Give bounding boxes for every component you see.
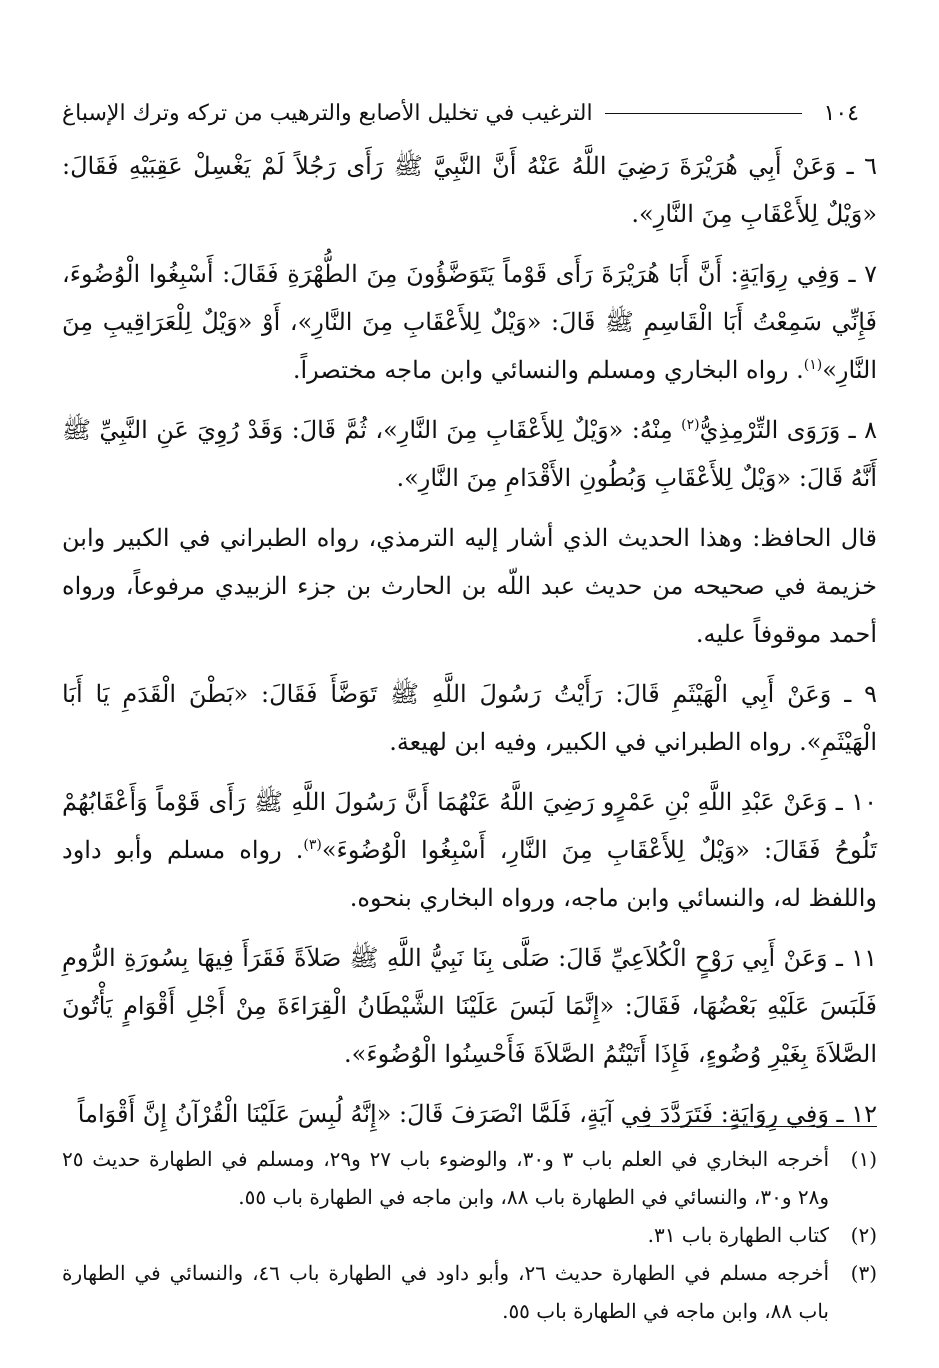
hafiz-commentary: قال الحافظ: وهذا الحديث الذي أشار إليه الترمذي، رواه الطبراني في الكبير وابن خزيمة في صحيحه من حديث عبد اللّه بن الحارث بن جزء الزبيدي مرفوعاً، ورواه أحمد موقوفاً عليه. bbox=[62, 524, 877, 648]
footnote-ref-2: (٢) bbox=[681, 417, 700, 433]
page-number: ١٠٤ bbox=[823, 101, 859, 126]
footnote-text: أخرجه مسلم في الطهارة حديث ٢٦، وأبو داود في الطهارة باب ٤٦، والنسائي في الطهارة باب ٨٨، وابن ماجه في الطهارة باب ٥٥. bbox=[62, 1261, 829, 1323]
hadith-8: ٨ ـ وَرَوَى التِّرْمِذِيُّ$^{(٢)}$ مِنْهُ: «وَيْلٌ لِلأَعْقَابِ مِنَ النَّارِ»، ثُمَّ قَالَ: وَقَدْ رُوِيَ عَنِ النَّبِيِّ ﷺ أَنَّهُ قَالَ: «وَيْلٌ لِلأَعْقَابِ وَبُطُونِ الأَقْدَامِ مِنَ النَّارِ». bbox=[62, 416, 877, 492]
running-title: الترغيب في تخليل الأصابع والترهيب من تركه وترك الإسباغ bbox=[62, 101, 593, 126]
hadith-6: ٦ ـ وَعَنْ أَبِي هُرَيْرَةَ رَضِيَ اللَّهُ عَنْهُ أَنَّ النَّبِيَّ ﷺ رَأَى رَجُلاً لَمْ يَغْسِلْ عَقِبَيْهِ فَقَالَ: «وَيْلٌ لِلأَعْقَابِ مِنَ النَّارِ». bbox=[62, 152, 877, 228]
header-rule bbox=[605, 113, 802, 114]
hadith-12: ١٢ ـ وَفِي رِوَايَةٍ: فَتَرَدَّدَ فِي آيَةٍ، فَلَمَّا انْصَرَفَ قَالَ: «إِنَّهُ لُبِسَ عَلَيْنَا الْقُرْآنُ إِنَّ أَقْوَاماً bbox=[77, 1100, 877, 1128]
footnote-ref-1: (١) bbox=[803, 357, 823, 373]
footnote-text: أخرجه البخاري في العلم باب ٣ و٣٠، والوضوء باب ٢٧ و٢٩، ومسلم في الطهارة حديث ٢٥ و٢٨ و٣٠، والنسائي في الطهارة باب ٨٨، وابن ماجه في الطهارة باب ٥٥. bbox=[62, 1147, 830, 1209]
main-text bbox=[62, 142, 877, 1150]
footnotes bbox=[62, 1140, 877, 1330]
hadith-10: ١٠ ـ وَعَنْ عَبْدِ اللَّهِ بْنِ عَمْرٍو رَضِيَ اللَّهُ عَنْهُمَا أَنَّ رَسُولَ اللَّهِ ﷺ رَأَى قَوْماً وَأَعْقَابُهُمْ تَلُوحُ فَقَالَ: «وَيْلٌ لِلأَعْقَابِ مِنَ النَّارِ، أَسْبِغُوا الْوُضُوءَ»$^{(٣)}$. رواه مسلم وأبو داود واللفظ له، والنسائي وابن ماجه، ورواه البخاري بنحوه. bbox=[62, 788, 878, 912]
footnote-3 bbox=[62, 1254, 877, 1330]
footnote-1 bbox=[62, 1140, 877, 1216]
footnote-2 bbox=[62, 1216, 877, 1254]
footnote-ref-3: (٣) bbox=[303, 837, 322, 853]
running-header bbox=[62, 86, 859, 126]
hadith-9: ٩ ـ وَعَنْ أَبِي الْهَيْثَمِ قَالَ: رَأَيْتُ رَسُولَ اللَّهِ ﷺ تَوَضَّأَ فَقَالَ: «بَطْنَ الْقَدَمِ يَا أَبَا الْهَيْثَمِ». رواه الطبراني في الكبير، وفيه ابن لهيعة. bbox=[62, 680, 877, 756]
hadith-7: ٧ ـ وَفِي رِوَايَةٍ: أَنَّ أَبَا هُرَيْرَةَ رَأَى قَوْماً يَتَوَضَّؤُونَ مِنَ الطُّهْرَةِ فَقَالَ: أَسْبِغُوا الْوُضُوءَ، فَإِنِّي سَمِعْتُ أَبَا الْقَاسِمِ ﷺ قَالَ: «وَيْلٌ لِلأَعْقَابِ مِنَ النَّارِ»، أَوْ «وَيْلٌ لِلْعَرَاقِيبِ مِنَ النَّارِ»$^{(١)}$. رواه البخاري ومسلم والنسائي وابن ماجه مختصراً. bbox=[62, 260, 877, 384]
footnote-number: (٣) bbox=[850, 1261, 877, 1285]
footnote-number: (١) bbox=[850, 1147, 877, 1171]
footnote-number: (٢) bbox=[850, 1223, 877, 1247]
hadith-11: ١١ ـ وَعَنْ أَبِي رَوْحٍ الْكُلاَعِيِّ قَالَ: صَلَّى بِنَا نَبِيُّ اللَّهِ ﷺ صَلاَةً فَقَرَأَ فِيهَا بِسُورَةِ الرُّومِ فَلَبَسَ عَلَيْهِ بَعْضُهَا، فَقَالَ: «إِنَّمَا لَبَسَ عَلَيْنَا الشَّيْطَانُ الْقِرَاءَةَ مِنْ أَجْلِ أَقْوَامٍ يَأْتُونَ الصَّلاَةَ بِغَيْرِ وُضُوءٍ، فَإِذَا أَتَيْتُمُ الصَّلاَةَ فَأَحْسِنُوا الْوُضُوءَ». bbox=[62, 944, 877, 1068]
footnote-separator bbox=[637, 1126, 877, 1127]
footnote-text: كتاب الطهارة باب ٣١. bbox=[647, 1223, 829, 1247]
